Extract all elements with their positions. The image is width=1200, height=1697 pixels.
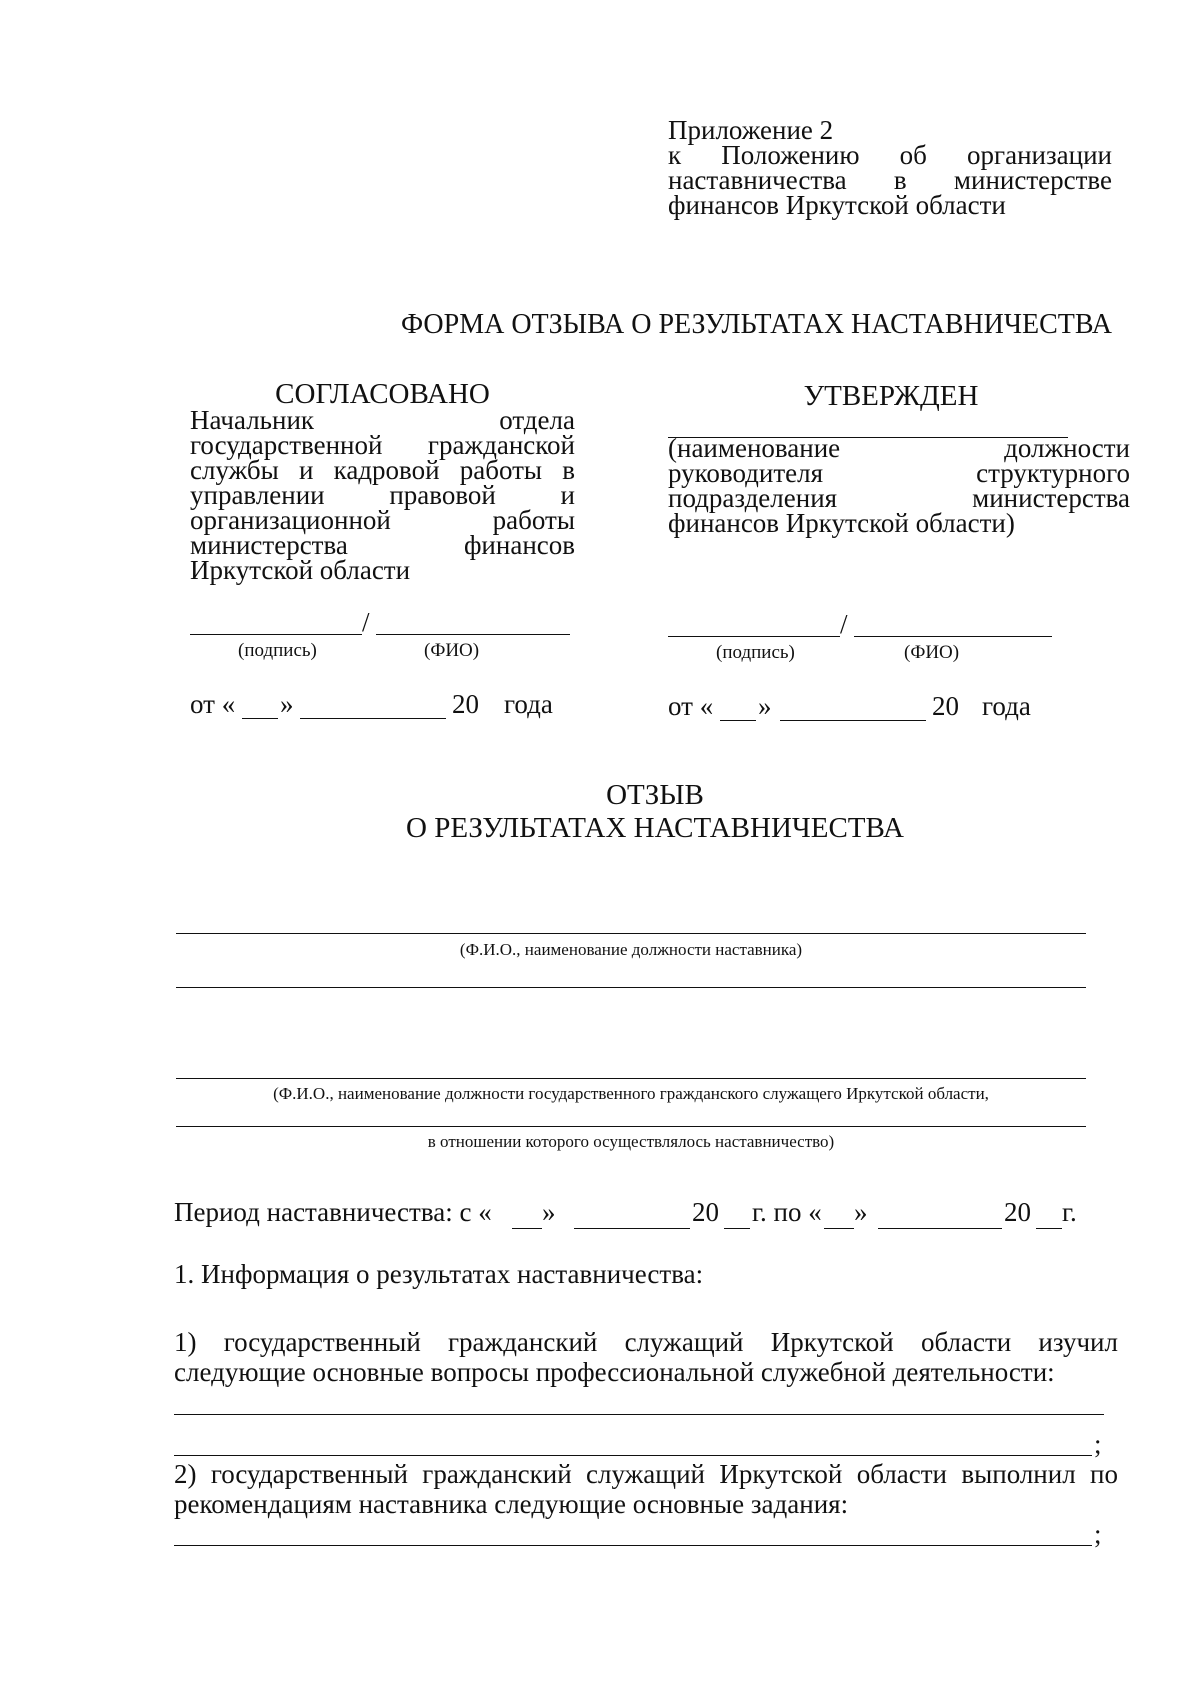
agreed-line-3: службы и кадровой работы в xyxy=(190,455,575,485)
item-2-line-2: рекомендациям наставника следующие основные задания: xyxy=(174,1489,849,1519)
annex-block xyxy=(668,115,1112,220)
mentor-caption: (Ф.И.О., наименование должности наставника) xyxy=(459,940,803,959)
form-title: ФОРМА ОТЗЫВА О РЕЗУЛЬТАТАХ НАСТАВНИЧЕСТВА xyxy=(400,309,1113,340)
period-year-1: 20 xyxy=(692,1197,719,1227)
annex-line-2: к Положению об организации xyxy=(668,140,1112,170)
review-title-2: О РЕЗУЛЬТАТАХ НАСТАВНИЧЕСТВА xyxy=(406,812,904,844)
period-day-line-1 xyxy=(512,1228,542,1229)
review-title-1: ОТЗЫВ xyxy=(606,779,704,811)
agreed-day-line xyxy=(242,718,278,719)
annex-line-1: Приложение 2 xyxy=(668,115,834,145)
agreed-line-2: государственной гражданской xyxy=(190,430,575,460)
period-year-line-2 xyxy=(1036,1228,1062,1229)
item-2-text xyxy=(174,1459,1118,1519)
item-1-line-2: следующие основные вопросы профессиональной служебной деятельности: xyxy=(174,1357,1055,1387)
period-month-line-2 xyxy=(878,1228,1002,1229)
period-day-line-2 xyxy=(824,1228,854,1229)
servant-line-2 xyxy=(176,1126,1086,1127)
agreed-slash: / xyxy=(362,607,370,637)
approved-day-line xyxy=(720,720,756,721)
period-g-end: г. xyxy=(1062,1197,1077,1227)
section-1-heading: 1. Информация о результатах наставничества: xyxy=(174,1259,704,1289)
annex-line-3: наставничества в министерстве xyxy=(668,165,1112,195)
approved-fio-label: (ФИО) xyxy=(904,642,960,663)
approved-line-3: подразделения министерства xyxy=(668,483,1130,513)
period-close-1: » xyxy=(542,1197,556,1227)
period-close-2: » xyxy=(854,1197,868,1227)
approved-slash: / xyxy=(840,609,848,639)
agreed-line-6: министерства финансов xyxy=(190,530,575,560)
period-month-line-1 xyxy=(574,1228,690,1229)
agreed-text xyxy=(190,405,575,585)
agreed-sign-line xyxy=(190,634,362,635)
servant-caption-2: в отношении которого осуществлялось наставничество) xyxy=(427,1132,835,1151)
item-2-answer-line xyxy=(174,1545,1092,1546)
item-1-line-1: 1) государственный гражданский служащий Иркутской области изучил xyxy=(174,1327,1118,1357)
item-1-answer-line-2 xyxy=(174,1455,1092,1456)
approved-line-1: (наименование должности xyxy=(668,433,1130,463)
agreed-date-close: » xyxy=(280,689,294,719)
item-1-text xyxy=(174,1327,1118,1387)
approved-sign-label: (подпись) xyxy=(716,642,795,663)
agreed-line-4: управлении правовой и xyxy=(190,480,575,510)
servant-caption-1: (Ф.И.О., наименование должности государственного гражданского служащего Иркутской области, xyxy=(273,1084,989,1103)
approved-month-line xyxy=(780,720,926,721)
agreed-date-prefix: от « xyxy=(190,689,236,719)
approved-year-suffix: года xyxy=(982,691,1031,721)
period-year-line-1 xyxy=(724,1228,750,1229)
agreed-fio-line xyxy=(376,634,570,635)
agreed-line-7: Иркутской области xyxy=(190,555,411,585)
agreed-year: 20 xyxy=(452,689,479,719)
item-2-end: ; xyxy=(1094,1519,1102,1549)
agreed-sign-label: (подпись) xyxy=(238,640,317,661)
approved-date-prefix: от « xyxy=(668,691,714,721)
agreed-fio-label: (ФИО) xyxy=(424,640,480,661)
approved-heading: УТВЕРЖДЕН xyxy=(803,380,979,412)
approved-fio-line xyxy=(854,636,1052,637)
item-1-end: ; xyxy=(1094,1429,1102,1459)
approved-sign-line xyxy=(668,636,840,637)
annex-line-4: финансов Иркутской области xyxy=(668,190,1006,220)
period-g-po: г. по « xyxy=(752,1197,822,1227)
approved-line-2: руководителя структурного xyxy=(668,458,1130,488)
period-label: Период наставничества: с « xyxy=(174,1197,492,1227)
approved-line-4: финансов Иркутской области) xyxy=(668,508,1015,538)
agreed-month-line xyxy=(300,718,446,719)
item-1-answer-line-1 xyxy=(174,1414,1104,1415)
servant-line-1 xyxy=(176,1078,1086,1079)
approved-year: 20 xyxy=(932,691,959,721)
mentor-line-2 xyxy=(176,987,1086,988)
agreed-heading: СОГЛАСОВАНО xyxy=(275,378,490,410)
agreed-year-suffix: года xyxy=(504,689,553,719)
agreed-line-5: организационной работы xyxy=(190,505,575,535)
approved-date-close: » xyxy=(758,691,772,721)
period-year-2: 20 xyxy=(1004,1197,1031,1227)
mentor-line-1 xyxy=(176,933,1086,934)
agreed-line-1: Начальник отдела xyxy=(190,405,575,435)
approved-text xyxy=(668,433,1130,538)
item-2-line-1: 2) государственный гражданский служащий Иркутской области выполнил по xyxy=(174,1459,1118,1489)
